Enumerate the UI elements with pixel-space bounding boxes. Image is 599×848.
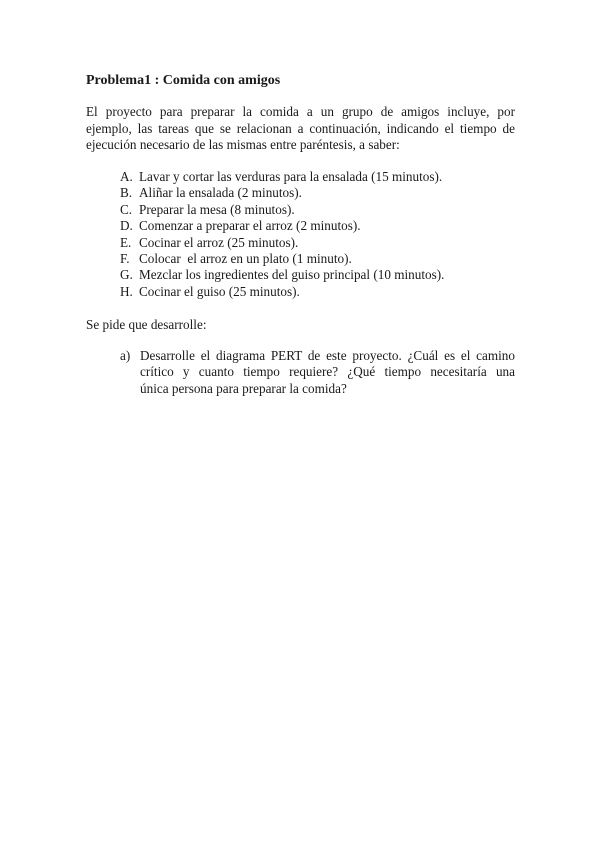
intro-line: El proyecto para preparar la comida a un grupo de amigos incluye, por <box>86 104 515 119</box>
task-letter: G. <box>120 267 133 283</box>
task-item <box>120 218 444 234</box>
task-item <box>120 284 444 300</box>
question-line: crítico y cuanto tiempo requiere? ¿Qué tiempo necesitaría una <box>140 364 515 380</box>
intro-line: ejecución necesario de las mismas entre paréntesis, a saber: <box>86 137 400 152</box>
task-item <box>120 251 444 267</box>
problem-title: Problema1 : Comida con amigos <box>86 73 281 88</box>
question-line: única persona para preparar la comida? <box>140 380 347 396</box>
task-text: Aliñar la ensalada (2 minutos). <box>139 185 302 201</box>
task-letter: F. <box>120 251 130 267</box>
question-item <box>120 348 515 397</box>
prompt-text: Se pide que desarrolle: <box>86 317 207 332</box>
task-item <box>120 185 444 201</box>
task-text: Comenzar a preparar el arroz (2 minutos). <box>139 218 361 234</box>
task-item <box>120 267 444 283</box>
task-letter: A. <box>120 169 133 184</box>
task-text: Mezclar los ingredientes del guiso principal (10 minutos). <box>139 267 445 283</box>
question-marker: a) <box>120 348 131 363</box>
task-text: Lavar y cortar las verduras para la ensalada (15 minutos). <box>139 169 443 184</box>
task-text: Colocar el arroz en un plato (1 minuto). <box>139 251 352 267</box>
task-letter: D. <box>120 218 133 234</box>
task-text: Preparar la mesa (8 minutos). <box>139 201 295 217</box>
task-text: Cocinar el arroz (25 minutos). <box>139 234 299 250</box>
task-list <box>120 169 444 300</box>
intro-line: ejemplo, las tareas que se relacionan a continuación, indicando el tiempo de <box>86 120 515 136</box>
task-letter: E. <box>120 234 132 250</box>
task-letter: H. <box>120 283 133 299</box>
task-item <box>120 169 444 185</box>
question-line: Desarrolle el diagrama PERT de este proyecto. ¿Cuál es el camino <box>140 348 515 363</box>
task-item <box>120 235 444 251</box>
task-letter: B. <box>120 185 133 201</box>
task-item <box>120 202 444 218</box>
task-letter: C. <box>120 201 133 217</box>
question-body <box>140 348 515 397</box>
intro-paragraph <box>86 104 515 154</box>
task-text: Cocinar el guiso (25 minutos). <box>139 283 300 299</box>
